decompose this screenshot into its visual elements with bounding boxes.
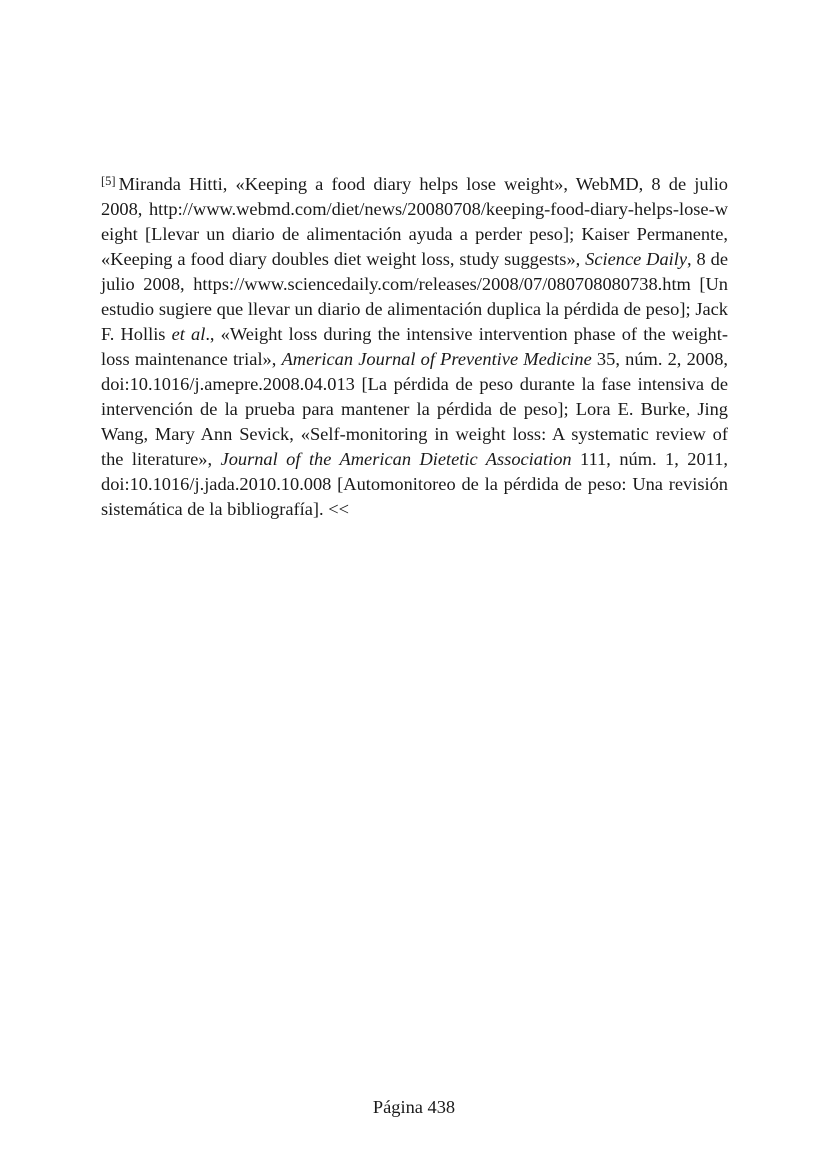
- back-link[interactable]: <<: [328, 499, 349, 519]
- webmd-url: http://www.webmd.com/diet/news/20080708/keeping-food-diary-helps-lose-weight: [101, 199, 728, 244]
- sciencedaily-url: https://www.sciencedaily.com/releases/2008/07/080708080738.htm: [193, 274, 691, 294]
- citation-kaiser-date: , 8 de julio 2008,: [101, 249, 728, 294]
- citation-kaiser: [Llevar un diario de alimentación ayuda a perder peso]; Kaiser Permanente, «Keeping a food diary doubles diet weight loss, study suggests»,: [101, 224, 728, 269]
- journal-science-daily: Science Daily: [585, 249, 688, 269]
- citation-burke-doi: 111, núm. 1, 2011, doi:10.1016/j.jada.2010.10.008 [Automonitoreo de la pérdida de peso: Una revisión sistemática de la bibliografía].: [101, 449, 728, 519]
- et-al: et al: [171, 324, 206, 344]
- citation-hitti: Miranda Hitti, «Keeping a food diary helps lose weight», WebMD, 8 de julio 2008,: [101, 174, 728, 219]
- journal-ajpm: American Journal of Preventive Medicine: [281, 349, 592, 369]
- citation-hollis: [Un estudio sugiere que llevar un diario de alimentación duplica la pérdida de peso]; Jack F. Hollis: [101, 274, 729, 344]
- page-number: Página 438: [372, 1097, 456, 1117]
- journal-jada: Journal of the American Dietetic Association: [220, 449, 572, 469]
- footnote-marker: [5]: [101, 174, 116, 188]
- footnote-text: [101, 172, 728, 522]
- citation-burke: 35, núm. 2, 2008, doi:10.1016/j.amepre.2008.04.013 [La pérdida de peso durante la fase intensiva de intervención de la prueba para mantener la pérdida de peso]; Lora E. Burke, Jing Wang, Mary Ann Sevick, «Self-monitoring in weight loss: A systematic review of the literature»,: [101, 349, 728, 469]
- citation-hollis-title: ., «Weight loss during the intensive intervention phase of the weight-loss maintenance trial»,: [101, 324, 728, 369]
